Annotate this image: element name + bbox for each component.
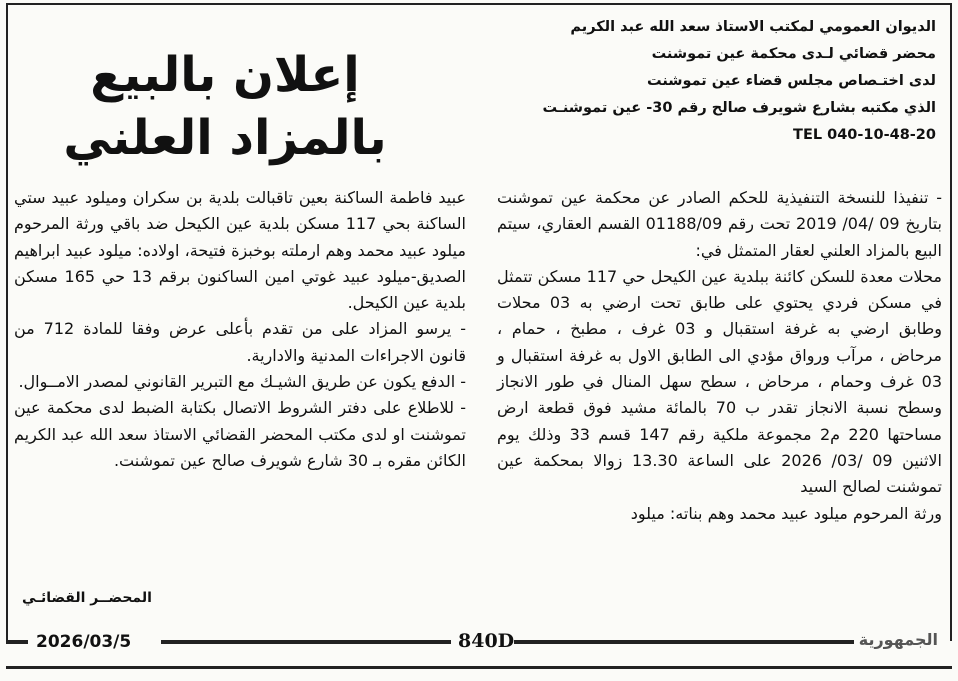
top-border	[6, 3, 952, 5]
title-line-sale: إعلان بالبيع	[90, 47, 360, 103]
footer-rule	[161, 640, 451, 644]
header-line-bailiff: محضر قضائي لـدى محكمة عين تموشنت	[651, 46, 936, 62]
newspaper-name: الجمهورية	[858, 630, 938, 649]
header-line-office: الديوان العمومي لمكتب الاستاذ سعد الله عبد الكريم	[570, 19, 936, 35]
footer-rule	[6, 640, 28, 644]
header-line-address: الذي مكتبه بشارع شويرف صالح رقم 30- عين تموشنـت	[542, 100, 936, 116]
ad-code: 840D	[458, 630, 515, 652]
office-header	[496, 14, 936, 149]
body-paragraph: - يرسو المزاد على من تقدم بأعلى عرض وفقا للمادة 712 من قانون الاجراءات المدنية والادارية.	[14, 319, 466, 365]
body-paragraph: عبيد فاطمة الساكنة بعين تاقبالت بلدية بن سكران وميلود عبيد ستي الساكنة بحي 117 مسكن بلدية عين الكيحل ضد باقي ورثة المرحوم ميلود عبيد محمد وهم ارملته بوخبزة فتيحة، اولاده: ميلود عبيد ابراهيم الصديق-ميلود عبيد غوتي امين الساكنون برقم 13 حي 165 مسكن بلدية عين الكيحل.	[14, 188, 467, 313]
body-column-left	[14, 185, 466, 474]
body-paragraph: ورثة المرحوم ميلود عبيد محمد وهم بناته: ميلود	[630, 503, 942, 523]
publication-date: 2026/03/5	[36, 632, 132, 652]
footer-rule	[514, 640, 854, 644]
body-column-right	[497, 185, 942, 527]
body-paragraph: محلات معدة للسكن كائنة ببلدية عين الكيحل حي 117 مسكن تتمثل في مسكن فردي يحتوي على طابق تحت ارضي به 03 محلات وطابق ارضي به غرفة استقبال و 03 غرف ، مطبخ ، حمام ، مرحاض ، مرآب ورواق مؤدي الى الطابق الاول به غرفة استقبال و 03 غرف وحمام ، مرحاض ، سطح سهل المنال في طور الانجاز وسطح نسبة الانجاز تقدر ب 70 بالمائة مشيد فوق قطعة ارض مساحتها 220 م2 مجموعة ملكية رقم 147 قسم 33 وذلك يوم الاثنين 09 /03/ 2026 على الساعة 13.30 زوالا بمحكمة عين تموشنت لصالح السيد	[497, 266, 943, 497]
left-border	[6, 3, 8, 641]
body-paragraph: - الدفع يكون عن طريق الشيـك مع التبرير القانوني لمصدر الامــوال.	[18, 372, 466, 392]
body-paragraph: - تنفيذا للنسخة التنفيذية للحكم الصادر عن محكمة عين تموشنت بتاريخ 09 /04/ 2019 تحت رقم 01188/09 القسم العقاري، سيتم البيع بالمزاد العلني لعقار المتمثل في:	[497, 188, 942, 260]
body-paragraph: - للاطلاع على دفتر الشروط الاتصال بكتابة الضبط لدى محكمة عين تموشنت او لدى مكتب المحضر القضائي الاستاذ سعد الله عبد الكريم الكائن مقره بـ 30 شارع شويرف صالح عين تموشنت.	[14, 398, 466, 470]
announcement-title	[30, 44, 420, 174]
signature: المحضــر القضائـي	[22, 590, 152, 606]
header-line-jurisdiction: لدى اختـصاص مجلس قضاء عين تموشنت	[646, 73, 936, 89]
page-footer	[6, 632, 952, 656]
right-border	[950, 3, 952, 641]
header-phone: TEL 040-10-48-20	[793, 127, 936, 143]
title-line-auction: بالمزاد العلني	[63, 110, 387, 166]
bottom-border	[6, 666, 952, 669]
